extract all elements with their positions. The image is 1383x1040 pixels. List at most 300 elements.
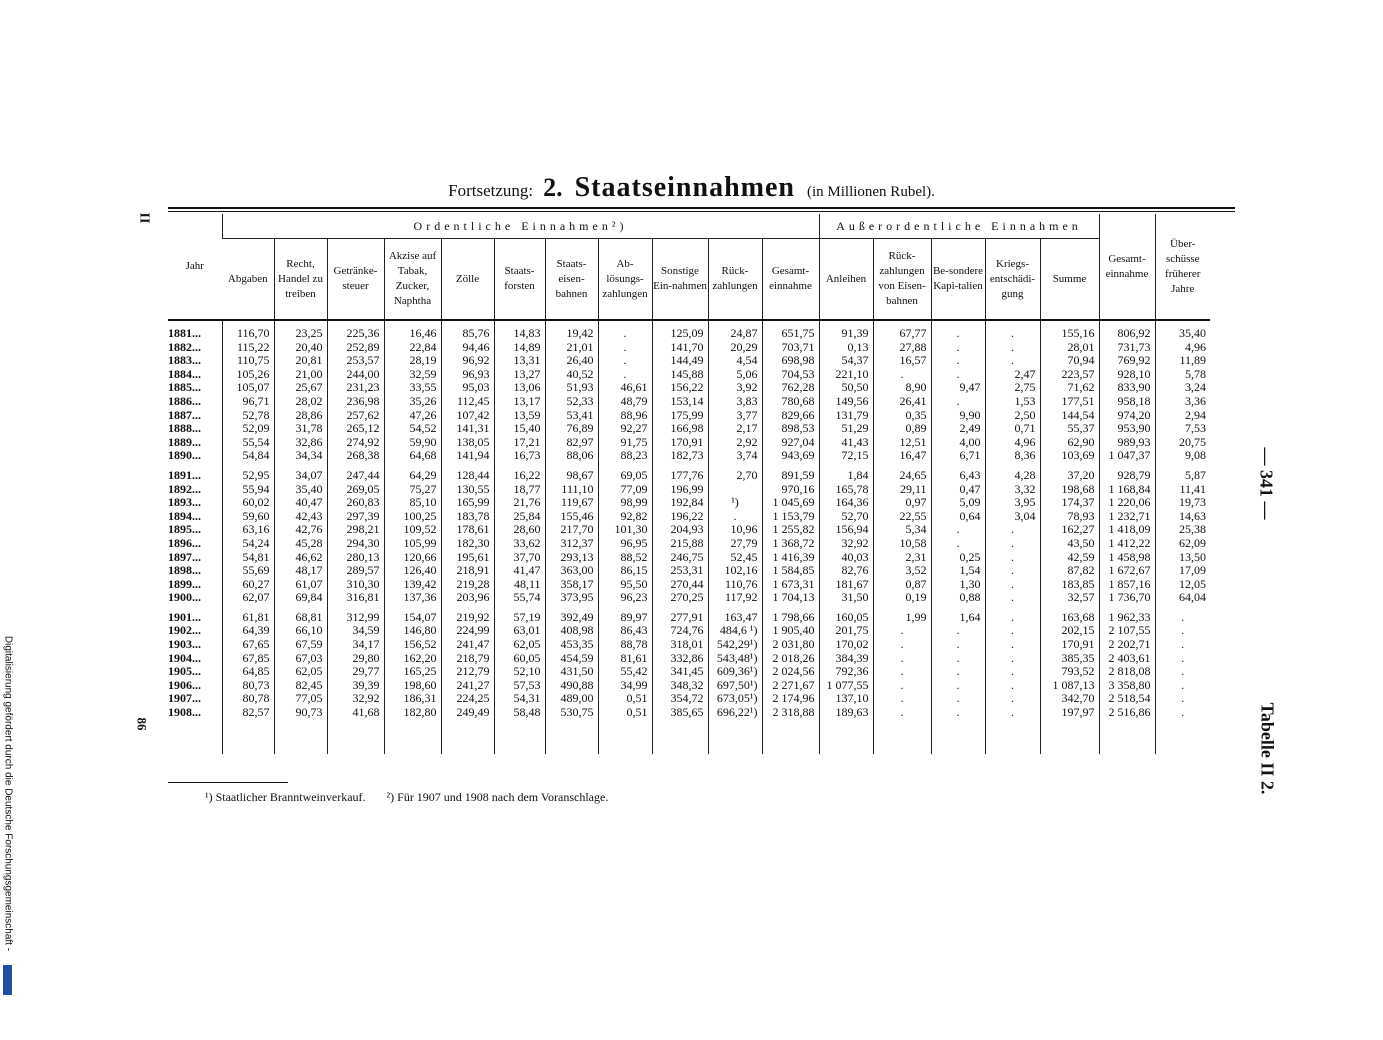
- value-cell: 42,76: [274, 523, 327, 537]
- value-cell: 0,51: [598, 706, 652, 720]
- value-cell: .: [985, 638, 1040, 652]
- year-cell: 1889...: [168, 435, 201, 449]
- value-cell: 54,52: [384, 422, 441, 436]
- year-cell: 1896...: [168, 536, 201, 550]
- value-cell: 453,35: [545, 638, 598, 652]
- header-staatseisenbahnen: Staats-eisen-bahnen: [545, 239, 598, 321]
- value-cell: 2,70: [708, 469, 762, 483]
- value-cell: 125,09: [652, 327, 708, 341]
- value-cell: 89,97: [598, 611, 652, 625]
- value-cell: 0,35: [873, 409, 931, 423]
- value-cell: 20,29: [708, 341, 762, 355]
- header-kriegs: Kriegs-entschädi-gung: [985, 239, 1040, 321]
- value-cell: 0,51: [598, 692, 652, 706]
- year-cell: 1899...: [168, 577, 201, 591]
- value-cell: .: [598, 368, 652, 382]
- footnote-2: ²) Für 1907 und 1908 nach dem Voranschlage.: [386, 790, 609, 804]
- value-cell: 33,62: [494, 537, 545, 551]
- value-cell: 197,97: [1040, 706, 1099, 720]
- value-cell: 48,17: [274, 564, 327, 578]
- value-cell: 898,53: [762, 422, 819, 436]
- value-cell: 170,91: [652, 436, 708, 450]
- value-cell: .: [931, 537, 985, 551]
- value-cell: 57,19: [494, 611, 545, 625]
- value-cell: 98,99: [598, 496, 652, 510]
- footnote-rule: [168, 782, 288, 783]
- value-cell: 1 168,84: [1099, 483, 1155, 497]
- value-cell: 119,67: [545, 496, 598, 510]
- value-cell: .: [931, 327, 985, 341]
- value-cell: 156,22: [652, 381, 708, 395]
- value-cell: 219,28: [441, 578, 494, 592]
- value-cell: 177,76: [652, 469, 708, 483]
- value-cell: 105,07: [222, 381, 274, 395]
- value-cell: 40,03: [819, 551, 873, 565]
- value-cell: 2 107,55: [1099, 624, 1155, 638]
- value-cell: 1 962,33: [1099, 611, 1155, 625]
- value-cell: 2 024,56: [762, 665, 819, 679]
- value-cell: .: [931, 665, 985, 679]
- value-cell: 55,94: [222, 483, 274, 497]
- value-cell: 96,93: [441, 368, 494, 382]
- value-cell: 542,29¹): [708, 638, 762, 652]
- value-cell: 155,16: [1040, 327, 1099, 341]
- value-cell: 724,76: [652, 624, 708, 638]
- value-cell: .: [985, 354, 1040, 368]
- value-cell: 385,65: [652, 706, 708, 720]
- value-cell: 55,69: [222, 564, 274, 578]
- value-cell: 96,92: [441, 354, 494, 368]
- year-cell: 1904...: [168, 651, 201, 665]
- value-cell: 55,42: [598, 665, 652, 679]
- value-cell: .: [985, 652, 1040, 666]
- value-cell: 98,67: [545, 469, 598, 483]
- value-cell: 2 516,86: [1099, 706, 1155, 720]
- value-cell: 4,00: [931, 436, 985, 450]
- value-cell: 2 318,88: [762, 706, 819, 720]
- value-cell: 182,30: [441, 537, 494, 551]
- value-cell: 26,41: [873, 395, 931, 409]
- value-cell: 3 358,80: [1099, 679, 1155, 693]
- value-cell: 697,50¹): [708, 679, 762, 693]
- value-cell: 62,05: [494, 638, 545, 652]
- table-row: [168, 483, 1210, 497]
- value-cell: 1 584,85: [762, 564, 819, 578]
- value-cell: 41,47: [494, 564, 545, 578]
- header-abgaben: Abgaben: [222, 239, 274, 321]
- table-row: [168, 652, 1210, 666]
- value-cell: 358,17: [545, 578, 598, 592]
- value-cell: 18,77: [494, 483, 545, 497]
- value-cell: 260,83: [327, 496, 384, 510]
- value-cell: 202,15: [1040, 624, 1099, 638]
- value-cell: 1 153,79: [762, 510, 819, 524]
- year-cell: 1892...: [168, 482, 201, 496]
- value-cell: 0,71: [985, 422, 1040, 436]
- value-cell: 21,00: [274, 368, 327, 382]
- value-cell: 1 673,31: [762, 578, 819, 592]
- value-cell: 11,89: [1155, 354, 1210, 368]
- value-cell: .: [985, 624, 1040, 638]
- value-cell: 186,31: [384, 692, 441, 706]
- value-cell: 60,27: [222, 578, 274, 592]
- header-rueck-eisenbahnen: Rück-zahlungen von Eisen-bahnen: [873, 239, 931, 321]
- value-cell: 62,09: [1155, 537, 1210, 551]
- value-cell: 4,54: [708, 354, 762, 368]
- value-cell: 3,36: [1155, 395, 1210, 409]
- value-cell: 165,99: [441, 496, 494, 510]
- value-cell: 91,75: [598, 436, 652, 450]
- value-cell: 155,46: [545, 510, 598, 524]
- value-cell: 269,05: [327, 483, 384, 497]
- value-cell: 23,25: [274, 327, 327, 341]
- value-cell: 110,75: [222, 354, 274, 368]
- value-cell: 95,03: [441, 381, 494, 395]
- value-cell: 112,45: [441, 395, 494, 409]
- value-cell: 4,96: [1155, 341, 1210, 355]
- value-cell: .: [985, 523, 1040, 537]
- value-cell: .: [708, 510, 762, 524]
- value-cell: 1 704,13: [762, 591, 819, 605]
- value-cell: 927,04: [762, 436, 819, 450]
- table-label: Tabelle II 2.: [1257, 702, 1278, 795]
- year-cell: 1884...: [168, 367, 201, 381]
- value-cell: 1,64: [931, 611, 985, 625]
- value-cell: 3,77: [708, 409, 762, 423]
- footnote-1: ¹) Staatlicher Branntweinverkauf.: [205, 790, 366, 804]
- value-cell: 102,16: [708, 564, 762, 578]
- value-cell: 297,39: [327, 510, 384, 524]
- value-cell: 82,97: [545, 436, 598, 450]
- table-row: [168, 341, 1210, 355]
- value-cell: 35,40: [274, 483, 327, 497]
- value-cell: 59,90: [384, 436, 441, 450]
- value-cell: .: [1155, 679, 1210, 693]
- value-cell: 958,18: [1099, 395, 1155, 409]
- header-rueckzahlungen: Rück-zahlungen: [708, 239, 762, 321]
- value-cell: 1 736,70: [1099, 591, 1155, 605]
- value-cell: 1 458,98: [1099, 551, 1155, 565]
- value-cell: 198,60: [384, 679, 441, 693]
- value-cell: .: [931, 679, 985, 693]
- value-cell: 2 403,61: [1099, 652, 1155, 666]
- footnotes: [205, 790, 626, 805]
- year-cell: 1881...: [168, 327, 201, 340]
- value-cell: 120,66: [384, 551, 441, 565]
- value-cell: 762,28: [762, 381, 819, 395]
- value-cell: 28,01: [1040, 341, 1099, 355]
- value-cell: 0,64: [931, 510, 985, 524]
- value-cell: 20,81: [274, 354, 327, 368]
- year-cell: 1883...: [168, 354, 201, 368]
- value-cell: [708, 483, 762, 497]
- value-cell: 698,98: [762, 354, 819, 368]
- value-cell: 37,20: [1040, 469, 1099, 483]
- value-cell: 1 047,37: [1099, 449, 1155, 463]
- value-cell: .: [931, 523, 985, 537]
- value-cell: .: [985, 551, 1040, 565]
- value-cell: 62,90: [1040, 436, 1099, 450]
- value-cell: 218,91: [441, 564, 494, 578]
- value-cell: 490,88: [545, 679, 598, 693]
- value-cell: 2 518,54: [1099, 692, 1155, 706]
- value-cell: 196,22: [652, 510, 708, 524]
- value-cell: 82,76: [819, 564, 873, 578]
- value-cell: 989,93: [1099, 436, 1155, 450]
- value-cell: 88,96: [598, 409, 652, 423]
- value-cell: 833,90: [1099, 381, 1155, 395]
- value-cell: 2 018,26: [762, 652, 819, 666]
- value-cell: .: [985, 564, 1040, 578]
- value-cell: .: [931, 652, 985, 666]
- value-cell: 198,68: [1040, 483, 1099, 497]
- value-cell: 1 416,39: [762, 551, 819, 565]
- value-cell: 1,53: [985, 395, 1040, 409]
- value-cell: .: [873, 638, 931, 652]
- value-cell: 34,59: [327, 624, 384, 638]
- value-cell: .: [1155, 692, 1210, 706]
- value-cell: 249,49: [441, 706, 494, 720]
- header-recht: Recht, Handel zu treiben: [274, 239, 327, 321]
- value-cell: 34,99: [598, 679, 652, 693]
- value-cell: 47,26: [384, 409, 441, 423]
- value-cell: 5,78: [1155, 368, 1210, 382]
- header-summe: Summe: [1040, 239, 1099, 321]
- value-cell: 91,39: [819, 327, 873, 341]
- value-cell: 3,95: [985, 496, 1040, 510]
- value-cell: 109,52: [384, 523, 441, 537]
- value-cell: 31,78: [274, 422, 327, 436]
- value-cell: 163,68: [1040, 611, 1099, 625]
- value-cell: 12,05: [1155, 578, 1210, 592]
- value-cell: 156,52: [384, 638, 441, 652]
- value-cell: 174,37: [1040, 496, 1099, 510]
- header-abloesung: Ab-lösungs-zahlungen: [598, 239, 652, 321]
- value-cell: 35,40: [1155, 327, 1210, 341]
- group-spacer: [168, 720, 1210, 754]
- value-cell: 3,24: [1155, 381, 1210, 395]
- value-cell: 138,05: [441, 436, 494, 450]
- value-cell: 218,79: [441, 652, 494, 666]
- value-cell: 24,87: [708, 327, 762, 341]
- value-cell: 19,42: [545, 327, 598, 341]
- year-cell: 1887...: [168, 408, 201, 422]
- value-cell: 86,15: [598, 564, 652, 578]
- value-cell: 195,61: [441, 551, 494, 565]
- value-cell: 970,16: [762, 483, 819, 497]
- year-cell: 1906...: [168, 678, 201, 692]
- table-row: [168, 591, 1210, 605]
- value-cell: 385,35: [1040, 652, 1099, 666]
- value-cell: 177,51: [1040, 395, 1099, 409]
- value-cell: 280,13: [327, 551, 384, 565]
- value-cell: 32,57: [1040, 591, 1099, 605]
- value-cell: 33,55: [384, 381, 441, 395]
- value-cell: 88,06: [545, 449, 598, 463]
- value-cell: 928,79: [1099, 469, 1155, 483]
- value-cell: 8,36: [985, 449, 1040, 463]
- value-cell: 270,44: [652, 578, 708, 592]
- value-cell: 1 045,69: [762, 496, 819, 510]
- value-cell: 54,84: [222, 449, 274, 463]
- year-cell: 1894...: [168, 509, 201, 523]
- value-cell: 5,87: [1155, 469, 1210, 483]
- value-cell: 41,43: [819, 436, 873, 450]
- value-cell: 82,45: [274, 679, 327, 693]
- value-cell: 312,37: [545, 537, 598, 551]
- value-cell: 116,70: [222, 327, 274, 341]
- value-cell: 212,79: [441, 665, 494, 679]
- value-cell: 76,89: [545, 422, 598, 436]
- value-cell: 52,10: [494, 665, 545, 679]
- value-cell: 3,74: [708, 449, 762, 463]
- year-cell: 1898...: [168, 564, 201, 578]
- value-cell: 928,10: [1099, 368, 1155, 382]
- value-cell: 34,07: [274, 469, 327, 483]
- value-cell: 244,00: [327, 368, 384, 382]
- header-besondere: Be-sondere Kapi-talien: [931, 239, 985, 321]
- value-cell: 22,55: [873, 510, 931, 524]
- value-cell: 52,33: [545, 395, 598, 409]
- value-cell: 4,28: [985, 469, 1040, 483]
- value-cell: 289,57: [327, 564, 384, 578]
- value-cell: 153,14: [652, 395, 708, 409]
- value-cell: 54,24: [222, 537, 274, 551]
- value-cell: 13,06: [494, 381, 545, 395]
- value-cell: 241,27: [441, 679, 494, 693]
- value-cell: 14,63: [1155, 510, 1210, 524]
- value-cell: 16,22: [494, 469, 545, 483]
- value-cell: 64,29: [384, 469, 441, 483]
- value-cell: 2,31: [873, 551, 931, 565]
- year-cell: 1907...: [168, 692, 201, 706]
- value-cell: 154,07: [384, 611, 441, 625]
- value-cell: .: [985, 692, 1040, 706]
- value-cell: 101,30: [598, 523, 652, 537]
- value-cell: 489,00: [545, 692, 598, 706]
- year-cell: 1901...: [168, 610, 201, 624]
- value-cell: .: [985, 578, 1040, 592]
- value-cell: 52,95: [222, 469, 274, 483]
- value-cell: 829,66: [762, 409, 819, 423]
- value-cell: 117,92: [708, 591, 762, 605]
- value-cell: 769,92: [1099, 354, 1155, 368]
- table-row: [168, 611, 1210, 625]
- value-cell: .: [931, 638, 985, 652]
- value-cell: 71,62: [1040, 381, 1099, 395]
- value-cell: 63,01: [494, 624, 545, 638]
- value-cell: 293,13: [545, 551, 598, 565]
- value-cell: .: [873, 652, 931, 666]
- value-cell: 13,17: [494, 395, 545, 409]
- value-cell: 85,10: [384, 496, 441, 510]
- table-row: [168, 449, 1210, 463]
- value-cell: 13,27: [494, 368, 545, 382]
- value-cell: 166,98: [652, 422, 708, 436]
- value-cell: 373,95: [545, 591, 598, 605]
- value-cell: 67,85: [222, 652, 274, 666]
- year-cell: 1908...: [168, 706, 201, 720]
- value-cell: 52,70: [819, 510, 873, 524]
- value-cell: 354,72: [652, 692, 708, 706]
- value-cell: 2,17: [708, 422, 762, 436]
- value-cell: 54,31: [494, 692, 545, 706]
- value-cell: 60,05: [494, 652, 545, 666]
- value-cell: 69,05: [598, 469, 652, 483]
- value-cell: 1 905,40: [762, 624, 819, 638]
- value-cell: 484,6 ¹): [708, 624, 762, 638]
- value-cell: 201,75: [819, 624, 873, 638]
- value-cell: 27,88: [873, 341, 931, 355]
- value-cell: 88,52: [598, 551, 652, 565]
- value-cell: 126,40: [384, 564, 441, 578]
- value-cell: 0,19: [873, 591, 931, 605]
- value-cell: 60,02: [222, 496, 274, 510]
- value-cell: 16,73: [494, 449, 545, 463]
- value-cell: .: [1155, 611, 1210, 625]
- value-cell: 29,80: [327, 652, 384, 666]
- table-row: [168, 578, 1210, 592]
- value-cell: 974,20: [1099, 409, 1155, 423]
- value-cell: 530,75: [545, 706, 598, 720]
- table-row: [168, 692, 1210, 706]
- table-row: [168, 564, 1210, 578]
- value-cell: 16,46: [384, 327, 441, 341]
- value-cell: 55,54: [222, 436, 274, 450]
- value-cell: 80,73: [222, 679, 274, 693]
- value-cell: 61,81: [222, 611, 274, 625]
- value-cell: 192,84: [652, 496, 708, 510]
- value-cell: 64,85: [222, 665, 274, 679]
- value-cell: 731,73: [1099, 341, 1155, 355]
- value-cell: 277,91: [652, 611, 708, 625]
- value-cell: 28,86: [274, 409, 327, 423]
- table-row: [168, 624, 1210, 638]
- value-cell: 63,16: [222, 523, 274, 537]
- value-cell: .: [1155, 652, 1210, 666]
- value-cell: 17,09: [1155, 564, 1210, 578]
- title-unit: (in Millionen Rubel).: [806, 184, 935, 200]
- value-cell: 2,50: [985, 409, 1040, 423]
- value-cell: 32,59: [384, 368, 441, 382]
- value-cell: 16,47: [873, 449, 931, 463]
- value-cell: 29,11: [873, 483, 931, 497]
- value-cell: 72,15: [819, 449, 873, 463]
- value-cell: 806,92: [1099, 327, 1155, 341]
- value-cell: .: [985, 665, 1040, 679]
- value-cell: 77,05: [274, 692, 327, 706]
- value-cell: 20,75: [1155, 436, 1210, 450]
- value-cell: 62,07: [222, 591, 274, 605]
- value-cell: 92,27: [598, 422, 652, 436]
- value-cell: 165,25: [384, 665, 441, 679]
- value-cell: 149,56: [819, 395, 873, 409]
- value-cell: .: [985, 327, 1040, 341]
- value-cell: 6,43: [931, 469, 985, 483]
- value-cell: 221,10: [819, 368, 873, 382]
- value-cell: 141,31: [441, 422, 494, 436]
- value-cell: 2 202,71: [1099, 638, 1155, 652]
- value-cell: 81,61: [598, 652, 652, 666]
- value-cell: 25,84: [494, 510, 545, 524]
- value-cell: 32,86: [274, 436, 327, 450]
- value-cell: 22,84: [384, 341, 441, 355]
- value-cell: 67,77: [873, 327, 931, 341]
- value-cell: 170,02: [819, 638, 873, 652]
- value-cell: 145,88: [652, 368, 708, 382]
- top-rule: [168, 207, 1235, 209]
- dfg-logo-icon: [3, 965, 12, 995]
